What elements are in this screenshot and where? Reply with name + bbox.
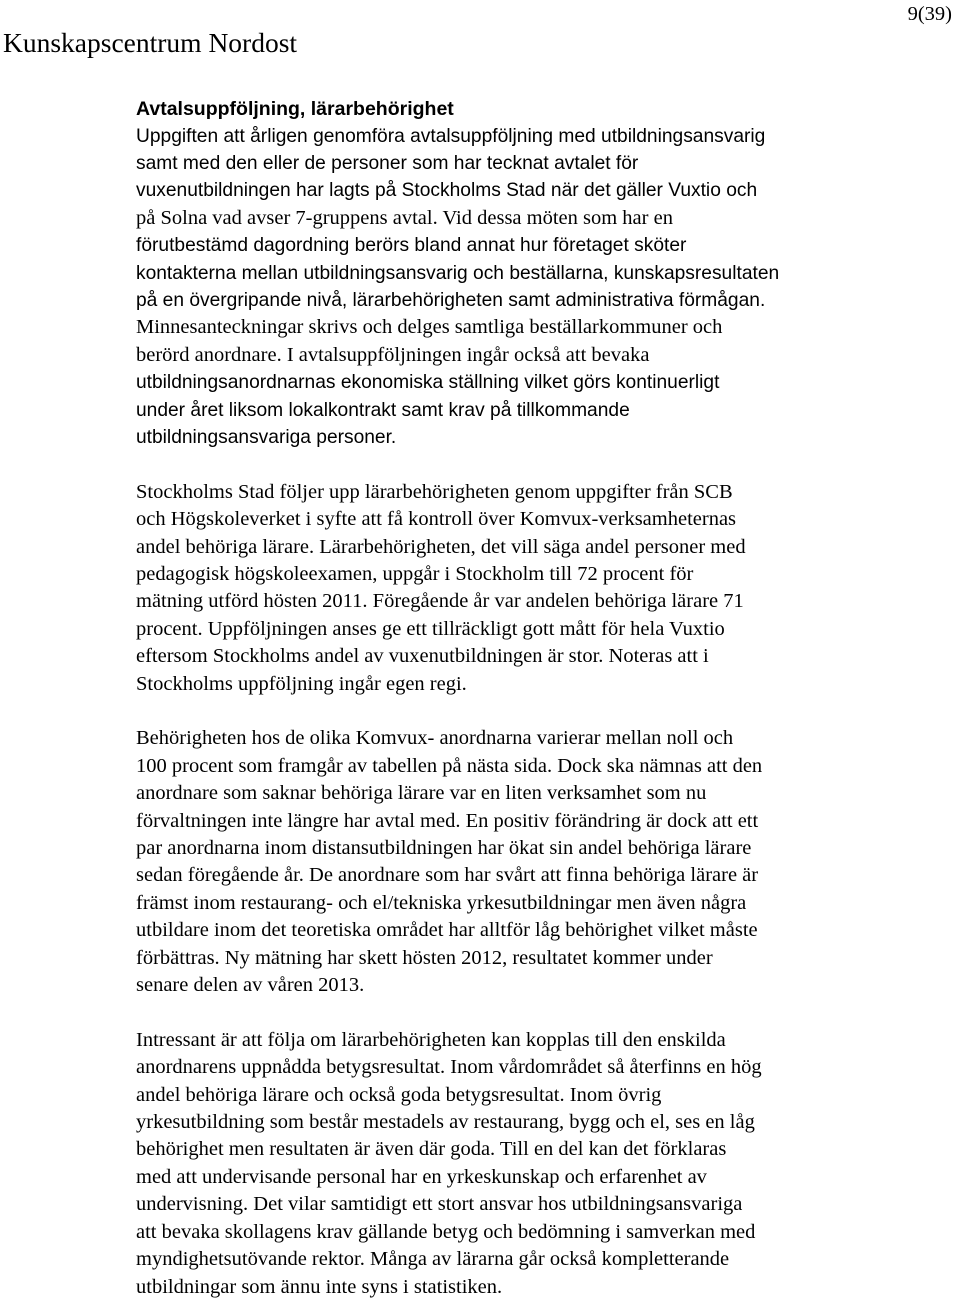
paragraph-line: behörighet men resultaten är även där goda. Till en del kan det förklaras xyxy=(136,1138,727,1161)
paragraph-line: att bevaka skollagens krav gällande betyg och bedömning i samverkan med xyxy=(136,1220,756,1243)
paragraph-line: utbildare inom det teoretiska området har alltför låg behörighet vilket måste xyxy=(136,919,758,942)
body-paragraph xyxy=(136,123,936,452)
paragraph-line: förbättras. Ny mätning har skett hösten 2012, resultatet kommer under xyxy=(136,946,713,969)
paragraph-line: på Solna vad avser 7-gruppens avtal. Vid dessa möten som har en xyxy=(136,206,673,229)
paragraph-line: Intressant är att följa om lärarbehörigheten kan kopplas till den enskilda xyxy=(136,1028,726,1051)
paragraph-line: under året liksom lokalkontrakt samt krav på tillkommande xyxy=(136,399,630,421)
paragraph-line: Minnesanteckningar skrivs och delges samtliga beställarkommuner och xyxy=(136,316,723,339)
paragraph-spacer xyxy=(136,451,936,478)
page-number: 9(39) xyxy=(907,3,952,25)
section-heading: Avtalsuppföljning, lärarbehörighet xyxy=(136,98,454,120)
paragraph-line: Behörigheten hos de olika Komvux- anordnarna varierar mellan noll och xyxy=(136,727,734,750)
paragraph-line: mätning utförd hösten 2011. Föregående år var andelen behöriga lärare 71 xyxy=(136,590,744,613)
paragraph-line: procent. Uppföljningen anses ge ett tillräckligt gott mått för hela Vuxtio xyxy=(136,617,725,640)
paragraph-line: kontakterna mellan utbildningsansvarig och beställarna, kunskapsresultaten xyxy=(136,262,780,284)
paragraph-line: sedan föregående år. De anordnare som har svårt att finna behöriga lärare är xyxy=(136,864,759,887)
paragraph-line: Stockholms Stad följer upp lärarbehörigheten genom uppgifter från SCB xyxy=(136,480,733,503)
paragraph-line: berörd anordnare. I avtalsuppföljningen ingår också att bevaka xyxy=(136,343,650,366)
paragraph-line: med att undervisande personal har en yrkeskunskap och erfarenhet av xyxy=(136,1165,707,1188)
paragraph-line: och Högskoleverket i syfte att få kontroll över Komvux-verksamheternas xyxy=(136,508,737,531)
paragraph-line: undervisning. Det vilar samtidigt ett stort ansvar hos utbildningsansvariga xyxy=(136,1193,743,1216)
paragraph-line: 100 procent som framgår av tabellen på nästa sida. Dock ska nämnas att den xyxy=(136,754,763,777)
paragraph-line: pedagogisk högskoleexamen, uppgår i Stockholm till 72 procent för xyxy=(136,562,694,585)
body-paragraph xyxy=(136,479,936,698)
paragraph-line: vuxenutbildningen har lagts på Stockholms Stad när det gäller Vuxtio och xyxy=(136,180,758,202)
paragraph-line: samt med den eller de personer som har tecknat avtalet för xyxy=(136,152,639,174)
body-paragraph xyxy=(136,725,936,999)
paragraph-line: andel behöriga lärare. Lärarbehörigheten, det vill säga andel personer med xyxy=(136,535,746,558)
paragraph-line: utbildningsansvariga personer. xyxy=(136,426,397,448)
paragraph-line: senare delen av våren 2013. xyxy=(136,974,365,997)
paragraph-spacer xyxy=(136,698,936,725)
paragraph-line: yrkesutbildning som består mestadels av restaurang, bygg och el, ses en låg xyxy=(136,1111,755,1134)
paragraph-line: par anordnarna inom distansutbildningen har ökat sin andel behöriga lärare xyxy=(136,837,752,860)
paragraph-line: utbildningsanordnarnas ekonomiska ställning vilket görs kontinuerligt xyxy=(136,372,720,394)
paragraph-line: andel behöriga lärare och också goda betygsresultat. Inom övrig xyxy=(136,1083,662,1106)
paragraphs-container xyxy=(136,123,936,1301)
paragraph-line: förutbestämd dagordning berörs bland annat hur företaget sköter xyxy=(136,235,687,257)
paragraph-line: på en övergripande nivå, lärarbehörigheten samt administrativa förmågan. xyxy=(136,289,766,311)
paragraph-line: Uppgiften att årligen genomföra avtalsuppföljning med utbildningsansvarig xyxy=(136,125,766,147)
paragraph-line: förvaltningen inte längre har avtal med. En positiv förändring är dock att ett xyxy=(136,809,759,832)
paragraph-line: främst inom restaurang- och el/tekniska yrkesutbildningar men även några xyxy=(136,891,747,914)
document-header-title: Kunskapscentrum Nordost xyxy=(3,27,298,58)
document-body xyxy=(136,96,936,1301)
paragraph-line: Stockholms uppföljning ingår egen regi. xyxy=(136,672,467,695)
paragraph-line: utbildningar som ännu inte syns i statistiken. xyxy=(136,1275,503,1298)
paragraph-line: anordnare som saknar behöriga lärare var en liten verksamhet som nu xyxy=(136,782,707,805)
paragraph-spacer xyxy=(136,999,936,1026)
paragraph-line: eftersom Stockholms andel av vuxenutbildningen är stor. Noteras att i xyxy=(136,645,709,668)
body-paragraph xyxy=(136,1027,936,1301)
paragraph-line: myndighetsutövande rektor. Många av lärarna går också kompletterande xyxy=(136,1248,730,1271)
paragraph-line: anordnarens uppnådda betygsresultat. Inom vårdområdet så återfinns en hög xyxy=(136,1056,762,1079)
